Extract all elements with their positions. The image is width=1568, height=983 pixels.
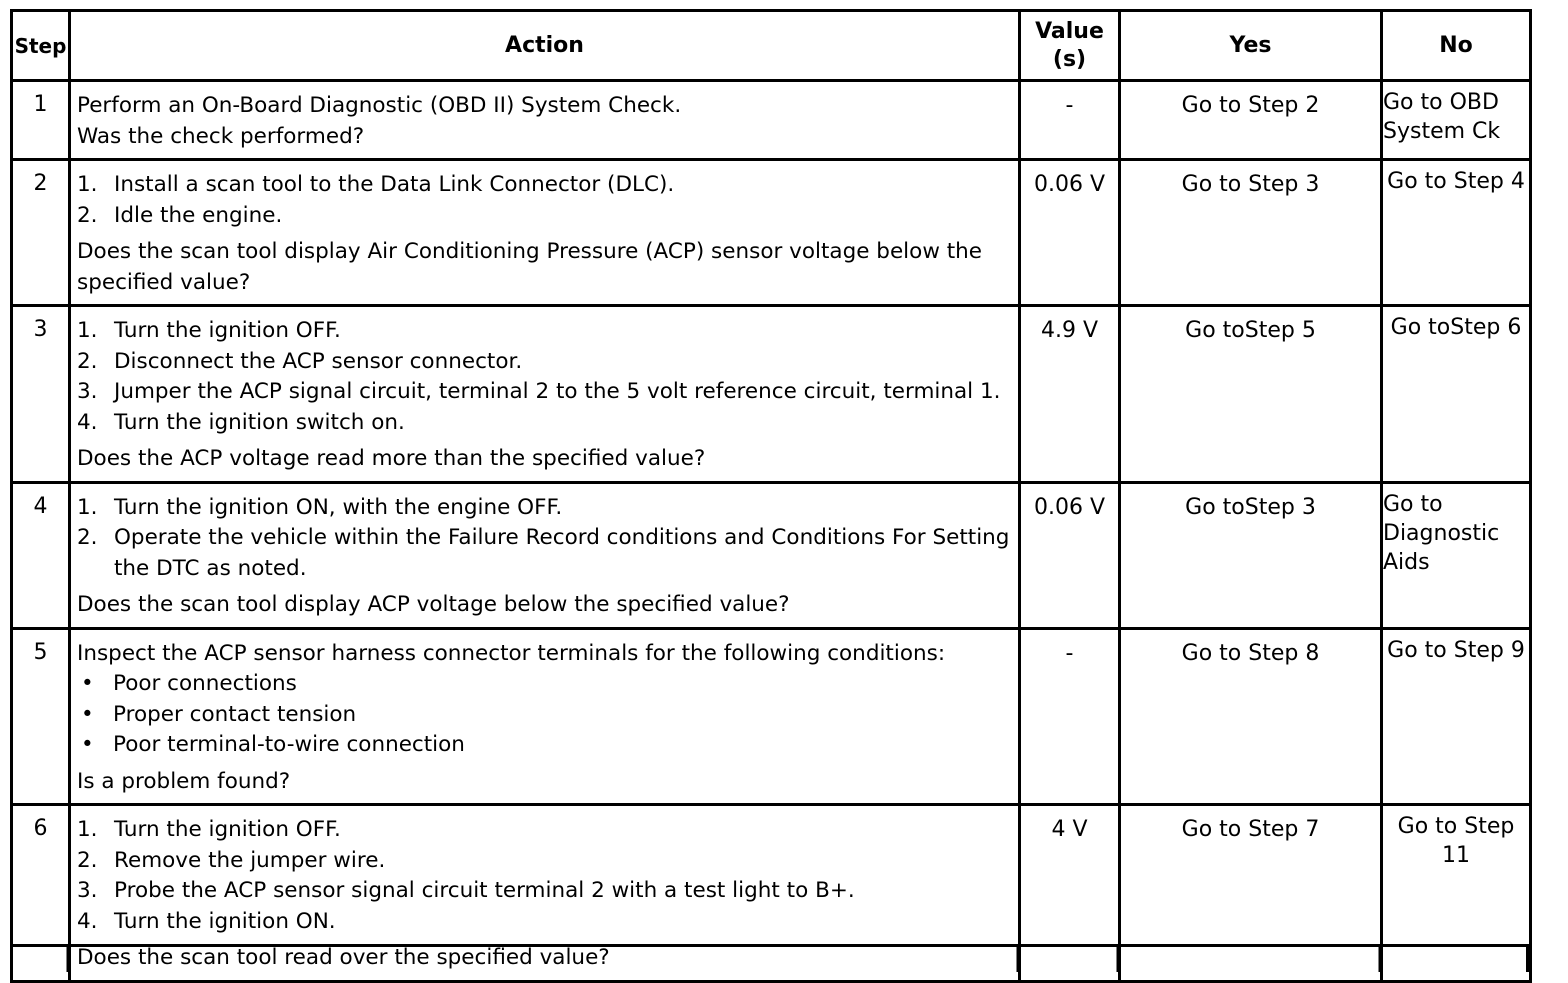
next-row-stub [10, 944, 1529, 972]
no-cell: Go to OBD System Ck [1382, 81, 1531, 160]
item-text: Probe the ACP sensor signal circuit terminal 2 with a test light to B+. [114, 878, 855, 903]
item-number: 1. [77, 494, 98, 520]
action-question: Does the scan tool read over the specified value? [77, 945, 610, 970]
action-step-item [77, 170, 1012, 201]
item-number: 2. [77, 202, 98, 228]
value-cell: 4.9 V [1020, 306, 1120, 483]
item-text: Turn the ignition ON. [114, 908, 336, 934]
header-row [12, 11, 1531, 81]
action-step-item [77, 907, 1012, 938]
bullet-icon: • [81, 732, 94, 757]
step-number: 1 [12, 81, 70, 160]
item-text: Idle the engine. [114, 202, 283, 228]
condition-bullet [77, 669, 1012, 700]
table-row [12, 306, 1531, 483]
step-number: 5 [12, 628, 70, 805]
table-row [12, 81, 1531, 160]
no-cell: Go to Step 4 [1382, 160, 1531, 306]
table-row [12, 628, 1531, 805]
action-cell [70, 160, 1020, 306]
header-yes: Yes [1120, 11, 1382, 81]
item-text: Remove the jumper wire. [114, 847, 386, 873]
no-cell: Go to Step 9 [1382, 628, 1531, 805]
diagnostic-table [10, 9, 1532, 983]
value-cell: 0.06 V [1020, 482, 1120, 628]
header-value: Value (s) [1020, 11, 1120, 81]
no-cell: Go to Diagnostic Aids [1382, 482, 1531, 628]
action-question: Does the ACP voltage read more than the specified value? [77, 446, 706, 471]
item-number: 1. [77, 318, 98, 343]
yes-cell: Go to Step 7 [1120, 805, 1382, 982]
bullet-text: Proper contact tension [113, 701, 357, 727]
item-number: 4. [77, 908, 98, 934]
bullet-text: Poor terminal-to-wire connection [113, 732, 465, 757]
item-number: 1. [77, 817, 98, 842]
step-number: 4 [12, 482, 70, 628]
item-text: Install a scan tool to the Data Link Connector (DLC). [114, 172, 675, 197]
action-cell [70, 81, 1020, 160]
item-number: 4. [77, 409, 98, 435]
action-step-item [77, 876, 1012, 907]
item-text: Turn the ignition OFF. [114, 318, 341, 343]
action-question: Does the scan tool display ACP voltage below the specified value? [77, 592, 790, 617]
yes-cell: Go to Step 8 [1120, 628, 1382, 805]
item-text: Disconnect the ACP sensor connector. [114, 348, 523, 374]
action-step-item [77, 408, 1012, 439]
action-step-item [77, 201, 1012, 232]
yes-cell: Go to Step 3 [1120, 160, 1382, 306]
header-step: Step [12, 11, 70, 81]
action-step-item [77, 493, 1012, 524]
step-number: 6 [12, 805, 70, 982]
action-step-item [77, 846, 1012, 877]
action-step-item [77, 316, 1012, 347]
action-step-item [77, 347, 1012, 378]
value-cell: - [1020, 81, 1120, 160]
no-cell: Go to Step 11 [1382, 805, 1531, 982]
item-number: 3. [77, 878, 98, 903]
item-number: 2. [77, 847, 98, 873]
bullet-icon: • [81, 671, 94, 696]
header-action: Action [70, 11, 1020, 81]
action-question: Does the scan tool display Air Conditioning Pressure (ACP) sensor voltage below the specified value? [77, 239, 983, 295]
value-cell: 0.06 V [1020, 160, 1120, 306]
action-cell [70, 482, 1020, 628]
action-cell [70, 306, 1020, 483]
header-no: No [1382, 11, 1531, 81]
item-text: Operate the vehicle within the Failure Record conditions and Conditions For Setting the DTC as noted. [114, 525, 1010, 581]
item-text: Jumper the ACP signal circuit, terminal 2 to the 5 volt reference circuit, terminal 1. [114, 379, 1001, 404]
item-text: Turn the ignition OFF. [114, 817, 341, 842]
yes-cell: Go toStep 5 [1120, 306, 1382, 483]
yes-cell: Go to Step 2 [1120, 81, 1382, 160]
action-cell [70, 628, 1020, 805]
item-text: Turn the ignition switch on. [114, 409, 405, 435]
action-intro: Inspect the ACP sensor harness connector terminals for the following conditions: [77, 640, 946, 666]
bullet-icon: • [81, 701, 94, 727]
table-row [12, 482, 1531, 628]
condition-bullet [77, 700, 1012, 731]
condition-bullet [77, 730, 1012, 761]
item-number: 3. [77, 379, 98, 404]
item-text: Turn the ignition ON, with the engine OFF. [114, 494, 563, 520]
action-intro: Perform an On-Board Diagnostic (OBD II) System Check. [77, 93, 682, 118]
bullet-text: Poor connections [113, 671, 297, 696]
item-number: 2. [77, 525, 98, 550]
item-number: 1. [77, 172, 98, 197]
no-cell: Go toStep 6 [1382, 306, 1531, 483]
action-step-item [77, 377, 1012, 408]
value-cell: - [1020, 628, 1120, 805]
action-step-item [77, 523, 1012, 584]
value-cell: 4 V [1020, 805, 1120, 982]
yes-cell: Go toStep 3 [1120, 482, 1382, 628]
action-question: Was the check performed? [77, 123, 365, 149]
action-question: Is a problem found? [77, 768, 291, 794]
step-number: 2 [12, 160, 70, 306]
action-step-item [77, 815, 1012, 846]
table-row [12, 160, 1531, 306]
item-number: 2. [77, 348, 98, 374]
step-number: 3 [12, 306, 70, 483]
